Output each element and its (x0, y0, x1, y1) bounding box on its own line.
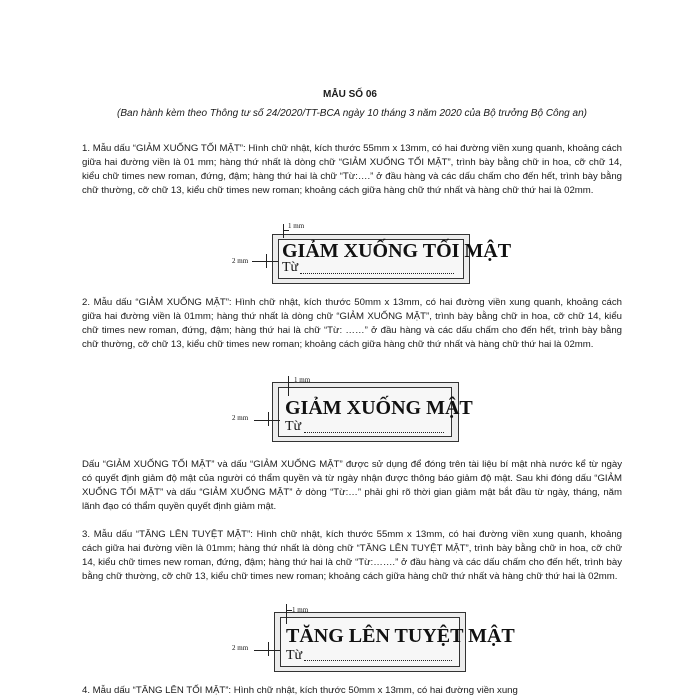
stamp-heading: GIẢM XUỐNG MẬT (285, 397, 473, 419)
stamp-heading: GIẢM XUỐNG TỐI MẬT (282, 240, 512, 262)
stamp-from-label: Từ (282, 260, 299, 275)
dimension-2mm-label: 2 mm (232, 414, 249, 422)
dimension-1mm-label: 1 mm (288, 222, 305, 230)
stamp-giam-xuong-mat (232, 372, 472, 444)
stamp-from-label: Từ (286, 648, 303, 663)
dimension-2mm-label: 2 mm (232, 644, 249, 652)
paragraph-3: Dấu “GIẢM XUỐNG TỐI MẬT” và dấu “GIẢM XUỐNG MẬT” được sử dụng để đóng trên tài liệu bí mật nhà nước kể từ ngày có quyết định giảm độ mật của người có thẩm quyền và từ ngày nhận được thông báo giảm độ mật. Sau khi đóng dấu “GIẢM XUỐNG TỐI MẬT” và dấu “GIẢM XUỐNG MẬT” ở dòng “Từ:…” phải ghi rõ thời gian giảm mật bắt đầu từ ngày, tháng, năm lãnh đạo có thẩm quyền quyết định giảm mật. (82, 459, 622, 512)
stamp-tang-len-tuyet-mat (232, 600, 515, 674)
paragraph-2: 2. Mẫu dấu “GIẢM XUỐNG MẬT”: Hình chữ nhật, kích thước 50mm x 13mm, có hai đường viền xung quanh, khoảng cách giữa hai đường viền là 01mm; hàng thứ nhất là dòng chữ “GIẢM XUỐNG MẬT”, trình bày bằng chữ in hoa, cỡ chữ 14, kiểu chữ times new roman, đứng, đậm; hàng thứ hai là chữ “Từ: ……” ở đầu hàng và các dấu chấm cho đến hết, trình bày bằng chữ thường, cỡ chữ 13, kiểu chữ times new roman; khoảng cách giữa hàng chữ thứ nhất và hàng chữ thứ hai là 02mm. (82, 297, 622, 350)
dimension-2mm-label: 2 mm (232, 257, 249, 265)
stamp-from-label: Từ (285, 419, 302, 434)
dimension-1mm-label: 1 mm (292, 606, 309, 614)
paragraph-4: 3. Mẫu dấu “TĂNG LÊN TUYỆT MẬT”: Hình chữ nhật, kích thước 55mm x 13mm, có hai đường viền xung quanh, khoảng cách giữa hai đường viền là 01mm; hàng thứ nhất là dòng chữ “TĂNG LÊN TUYỆT MẬT”, trình bày bằng chữ in hoa, cỡ chữ 14, kiểu chữ times new roman, đứng, đậm; hàng thứ hai là chữ “Từ:…….” ở đầu hàng và các dấu chấm cho đến hết, trình bày bằng chữ thường, cỡ chữ 13, kiểu chữ times new roman; khoảng cách giữa hàng chữ thứ nhất và hàng chữ thứ hai là 02mm. (82, 529, 622, 582)
paragraph-1: 1. Mẫu dấu “GIẢM XUỐNG TỐI MẬT”: Hình chữ nhật, kích thước 55mm x 13mm, có hai đường viền xung quanh, khoảng cách giữa hai đường viền là 01 mm; hàng thứ nhất là dòng chữ “GIẢM XUỐNG TỐI MẬT”, trình bày bằng chữ in hoa, cỡ chữ 14, kiểu chữ times new roman, đứng, đậm; hàng thứ hai là chữ “Từ:….” ở đầu hàng và các dấu chấm cho đến hết, trình bày bằng chữ thường, cỡ chữ 13, kiểu chữ times new roman; khoảng cách giữa hàng chữ thứ nhất và hàng chữ thứ hai là 02mm. (82, 143, 622, 196)
stamp-giam-xuong-toi-mat (232, 220, 512, 286)
paragraph-5: 4. Mẫu dấu “TĂNG LÊN TỐI MẬT”: Hình chữ nhật, kích thước 50mm x 13mm, có hai đường viền xung (82, 685, 518, 696)
stamp-heading: TĂNG LÊN TUYỆT MẬT (286, 625, 515, 647)
dimension-1mm-label: 1 mm (294, 376, 311, 384)
document-title: MẪU SỐ 06 (323, 89, 377, 100)
document-subtitle: (Ban hành kèm theo Thông tư số 24/2020/TT-BCA ngày 10 tháng 3 năm 2020 của Bộ trưởng Bộ Công an) (117, 108, 587, 119)
